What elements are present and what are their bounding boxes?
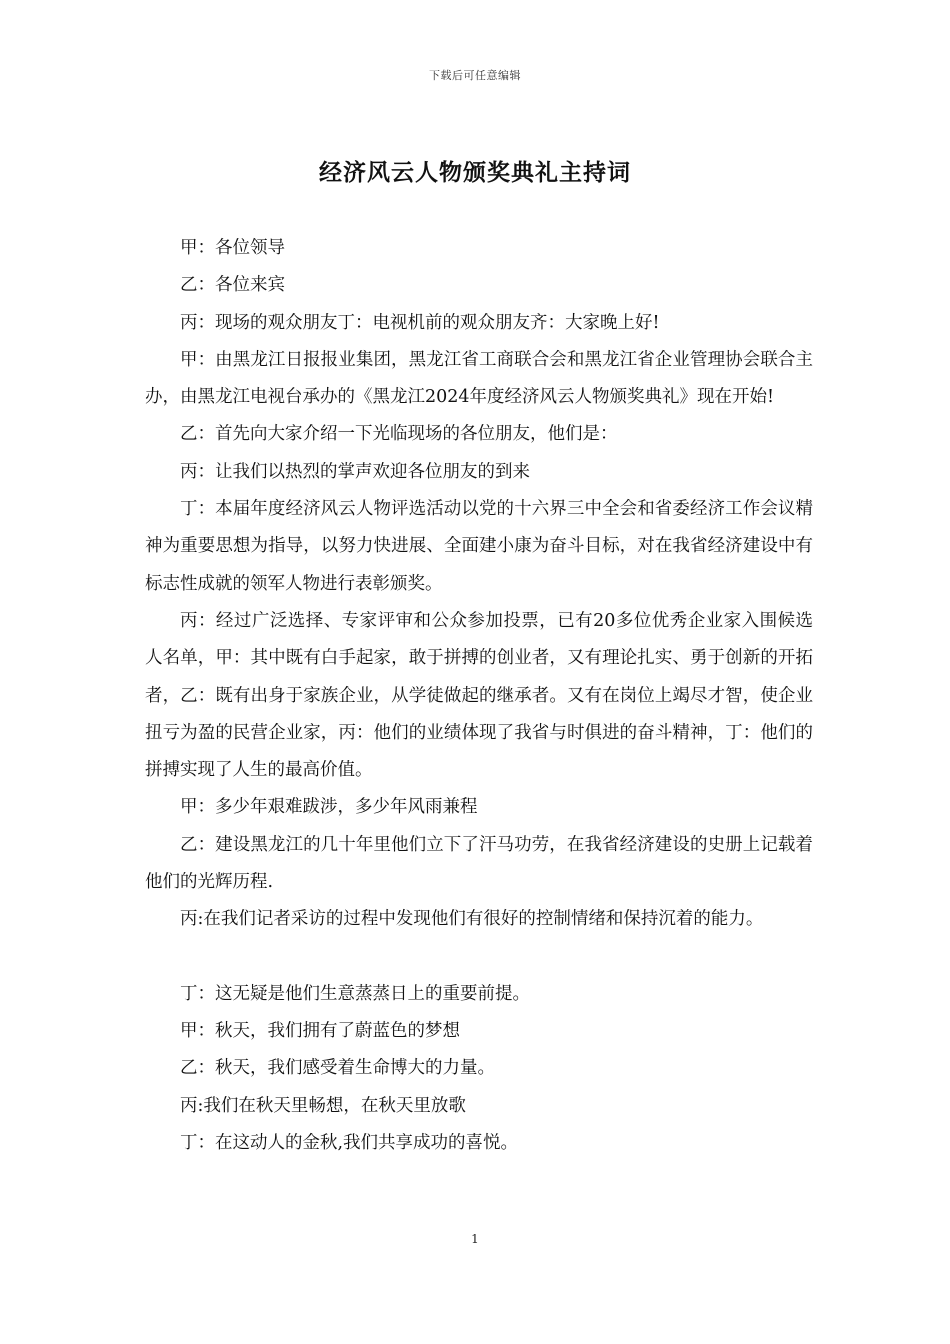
paragraph: 丁：本届年度经济风云人物评选活动以党的十六界三中全会和省委经济工作会议精神为重要思想为指导，以努力快进展、全面建小康为奋斗目标，对在我省经济建设中有标志性成就的领军人物进行表彰颁奖。 — [145, 499, 813, 594]
paragraph: 甲：多少年艰难跋涉，多少年风雨兼程 — [180, 797, 478, 818]
header-note: 下载后可任意编辑 — [429, 69, 521, 82]
paragraph: 乙：首先向大家介绍一下光临现场的各位朋友，他们是： — [180, 424, 618, 445]
paragraph: 甲：由黑龙江日报报业集团，黑龙江省工商联合会和黑龙江省企业管理协会联合主办，由黑龙江电视台承办的《黑龙江2024年度经济风云人物颁奖典礼》现在开始! — [145, 349, 813, 408]
paragraph: 乙：建设黑龙江的几十年里他们立下了汗马功劳，在我省经济建设的史册上记载着他们的光辉历程. — [145, 834, 813, 893]
paragraph: 乙：秋天，我们感受着生命博大的力量。 — [180, 1058, 495, 1079]
paragraph: 丁：在这动人的金秋,我们共享成功的喜悦。 — [180, 1132, 519, 1153]
document-title: 经济风云人物颁奖典礼主持词 — [319, 159, 631, 186]
paragraph: 丙：经过广泛选择、专家评审和公众参加投票，已有20多位优秀企业家入围候选人名单，甲：其中既有白手起家，敢于拼搏的创业者，又有理论扎实、勇于创新的开拓者，乙：既有出身于家族企业，从学徒做起的继承者。又有在岗位上竭尽才智，使企业扭亏为盈的民营企业家，丙：他们的业绩体现了我省与时俱进的奋斗精神，丁：他们的拼搏实现了人生的最高价值。 — [145, 610, 813, 781]
paragraph: 丙:我们在秋天里畅想，在秋天里放歌 — [180, 1095, 466, 1116]
page-number: 1 — [471, 1232, 479, 1246]
paragraph: 甲：各位领导 — [180, 238, 285, 258]
paragraph: 丙：让我们以热烈的掌声欢迎各位朋友的到来 — [180, 461, 530, 482]
paragraph: 甲：秋天，我们拥有了蔚蓝色的梦想 — [180, 1020, 460, 1041]
paragraph: 乙：各位来宾 — [180, 275, 285, 296]
paragraph: 丙：现场的观众朋友丁：电视机前的观众朋友齐：大家晚上好! — [180, 312, 660, 333]
paragraph: 丙:在我们记者采访的过程中发现他们有很好的控制情绪和保持沉着的能力。 — [180, 909, 764, 930]
paragraph: 丁：这无疑是他们生意蒸蒸日上的重要前提。 — [180, 983, 530, 1004]
document-body — [145, 230, 813, 1162]
